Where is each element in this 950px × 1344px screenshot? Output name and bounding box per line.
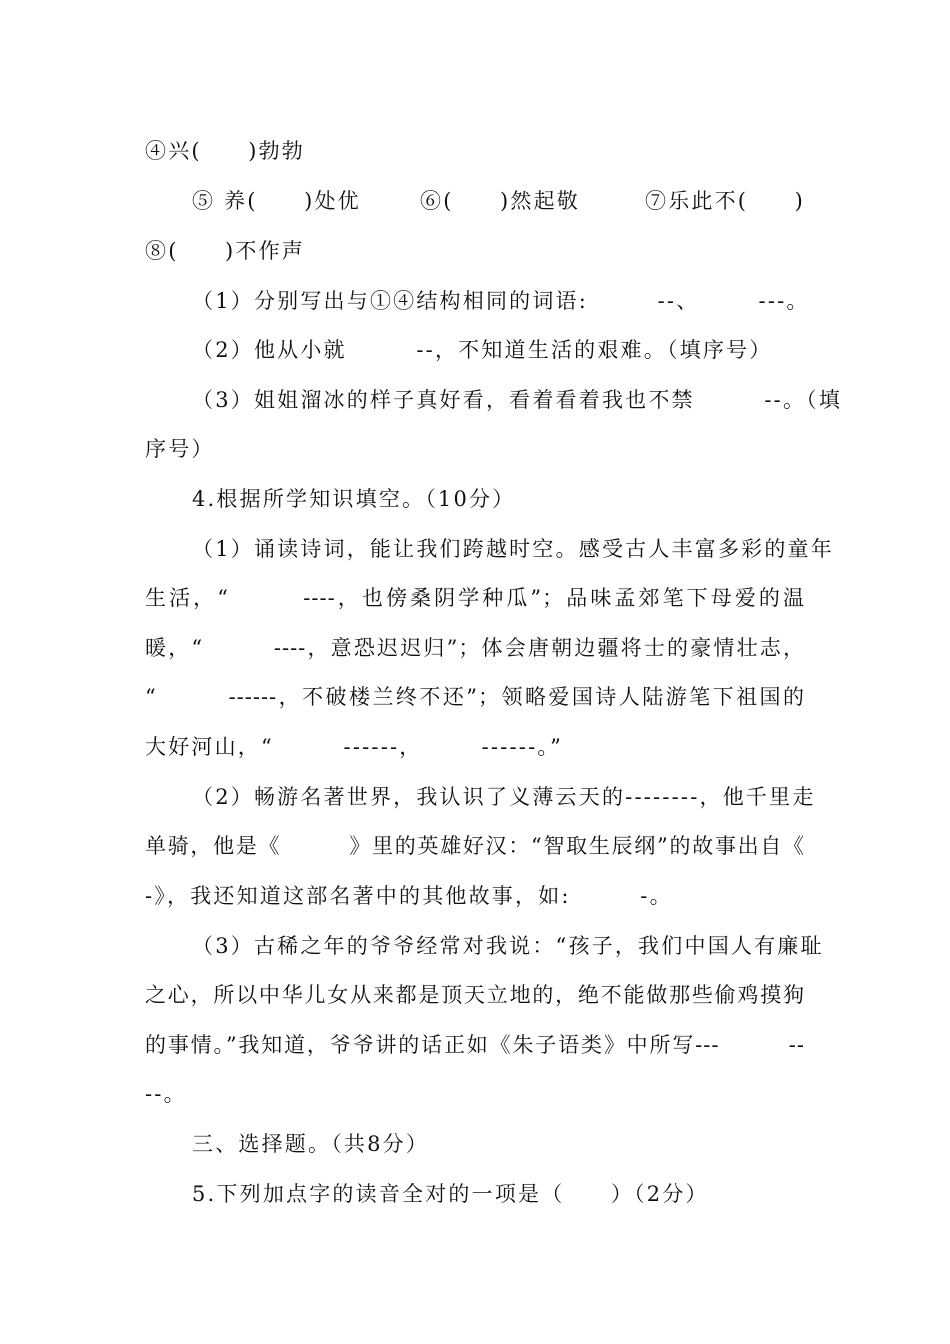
paragraph-text: （3）古稀之年的爷爷经常对我说：“孩子，我们中国人有廉耻 [192,934,824,958]
question-3-part-3-cont [0,429,950,469]
question-3-part-2 [0,330,950,370]
section-title: 三、选择题。（共8分） [192,1132,430,1156]
question-text: （2）他从小就 --，不知道生活的艰难。（填序号） [192,338,773,362]
paragraph-line-end [0,1074,950,1114]
question-4-heading [0,479,950,519]
question-4-part-2 [0,777,950,817]
idiom-item-4: ④兴( )勃勃 [145,139,305,163]
section-3-heading [0,1124,950,1164]
paragraph-line: 的事情。”我知道，爷爷讲的话正如《朱子语类》中所写--- -- [145,1033,805,1057]
idiom-item-6: ⑥( )然起敬 [420,189,580,213]
paragraph-text: --。 [145,1082,187,1106]
question-text: （1）分别写出与①④结构相同的词语: --、 ---。 [192,289,810,313]
question-text: 序号） [145,437,215,461]
paragraph-text: （1）诵读诗词，能让我们跨越时空。感受古人丰富多彩的童年 [192,537,834,561]
question-3-part-3 [0,380,950,420]
paragraph-line: 单骑，他是《 》里的英雄好汉：“智取生辰纲”的故事出自《 [145,834,805,858]
paragraph-line: 生活，“ ----，也傍桑阴学种瓜”；品味孟郊笔下母爱的温 [145,586,805,610]
paragraph-text: 大好河山，“ ------， ------。” [145,735,564,759]
question-3-part-1 [0,281,950,321]
question-4-part-3 [0,926,950,966]
idiom-item-7: ⑦乐此不( ) [645,189,805,213]
paragraph-line: 暖，“ ----，意恐迟迟归”；体会唐朝边疆将士的豪情壮志， [145,636,805,660]
idiom-item-8: ⑧( )不作声 [145,239,305,263]
paragraph-line-end [0,727,950,767]
paragraph-line: 之心，所以中华儿女从来都是顶天立地的，绝不能做那些偷鸡摸狗 [145,983,805,1007]
idiom-line-4 [0,131,950,171]
question-title: 4.根据所学知识填空。（10分） [192,487,516,511]
question-4-part-1 [0,529,950,569]
paragraph-line-end [0,876,950,916]
paragraph-text: -》，我还知道这部名著中的其他故事，如: -。 [145,884,673,908]
question-text: （3）姐姐溜冰的样子真好看，看着看着我也不禁 --。（填 [192,388,843,412]
idiom-item-5: ⑤ 养( )处优 [192,189,361,213]
idiom-line-8 [0,231,950,271]
paragraph-line: “ ------，不破楼兰终不还”；领略爱国诗人陆游笔下祖国的 [145,685,805,709]
idiom-line-5-7 [0,181,950,221]
question-title: 5.下列加点字的读音全对的一项是（ ）（2分） [192,1182,709,1206]
question-5 [0,1174,950,1214]
paragraph-text: （2）畅游名著世界，我认识了义薄云天的--------，他千里走 [192,785,816,809]
